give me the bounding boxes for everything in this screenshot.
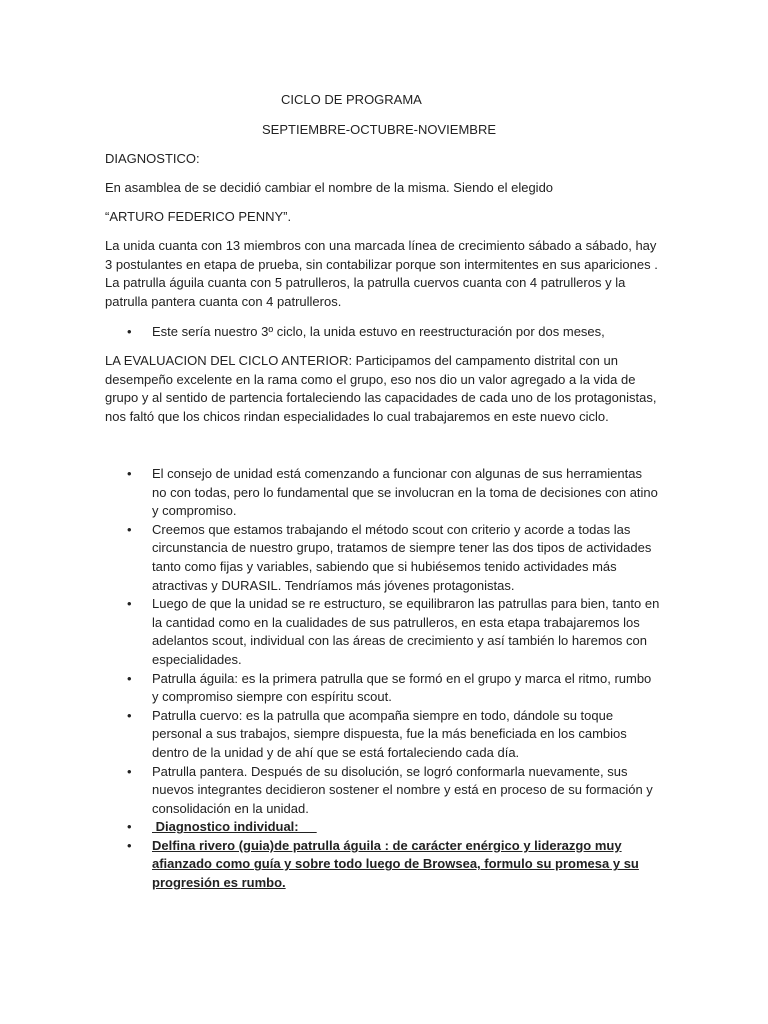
unit-name-paragraph: “ARTURO FEDERICO PENNY”.	[105, 209, 292, 224]
evaluation-paragraph: LA EVALUACION DEL CICLO ANTERIOR: Participamos del campamento distrital con un desempeño excelente en la rama como el grupo, eso nos dio un valor agregado a la vida de grupo y al sentido de partencia fortaleciendo las capacidades de cada uno de los protagonistas, nos faltó que los chicos rindan especialidades lo cual trabajaremos en este nuevo ciclo.	[105, 353, 657, 424]
delfina-diagnosis-text: Delfina rivero (guia)de patrulla águila : de carácter enérgico y liderazgo muy afianzado como guía y sobre todo luego de Browsea, formulo su promesa y su progresión es rumbo.	[152, 837, 639, 891]
list-item	[125, 763, 660, 819]
bullet-icon: •	[127, 670, 132, 686]
list-item-text: Luego de que la unidad se re estructuro, se equilibraron las patrullas para bien, tanto en la cantidad como en la cualidades de sus patrulleros, en esta etapa trabajaremos los adelantos scout, individual con las áreas de crecimiento y así también lo haremos con especialidades.	[152, 596, 660, 667]
list-item-text: Patrulla cuervo: es la patrulla que acompaña siempre en todo, dándole su toque personal a sus trabajos, siempre dispuesta, fue la más beneficiada en los cambios dentro de la unidad y de ahí que se está fortaleciendo cada día.	[152, 707, 627, 760]
bullet-icon: •	[127, 707, 132, 723]
list-item	[125, 707, 660, 763]
document-title: CICLO DE PROGRAMA	[281, 92, 422, 107]
bullet-icon: •	[127, 596, 132, 612]
unit-description-paragraph: La unida cuanta con 13 miembros con una marcada línea de crecimiento sábado a sábado, hay 3 postulantes en etapa de prueba, sin contabilizar porque son intermitentes en sus apariciones . La patrulla águila cuanta con 5 patrulleros, la patrulla cuervos cuanta con 4 patrulleros y la patrulla pantera cuanta con 4 patrulleros.	[105, 238, 658, 309]
bullet-icon: •	[127, 324, 132, 339]
cycle-bullet-list	[125, 323, 660, 342]
bullet-icon: •	[127, 521, 132, 537]
document-subtitle: SEPTIEMBRE-OCTUBRE-NOVIEMBRE	[262, 122, 497, 137]
list-item	[125, 837, 660, 893]
list-item-text: El consejo de unidad está comenzando a funcionar con algunas de sus herramientas no con todas, pero lo fundamental que se involucran en la toma de decisiones con atino y compromiso.	[152, 466, 658, 519]
bullet-icon: •	[127, 466, 132, 481]
list-item	[125, 465, 660, 521]
list-item	[125, 670, 660, 707]
diagnosis-bullet-list	[125, 465, 660, 893]
individual-diagnosis-heading: Diagnostico individual:	[152, 819, 317, 835]
bullet-icon: •	[127, 837, 132, 853]
list-item-text: Patrulla pantera. Después de su disolución, se logró conformarla nuevamente, sus nuevos integrantes decidieron sostener el nombre y está en proceso de su formación y consolidación en la unidad.	[152, 763, 653, 816]
bullet-icon: •	[127, 763, 132, 779]
list-item	[125, 818, 660, 837]
list-item-text: Patrulla águila: es la primera patrulla que se formó en el grupo y marca el ritmo, rumbo y compromiso siempre con espíritu scout.	[152, 670, 652, 705]
list-item-text: Creemos que estamos trabajando el método scout con criterio y acorde a todas las circunstancia de nuestro grupo, tratamos de siempre tener las dos tipos de actividades tanto como fijas y variables, sabiendo que si hubiésemos tenido actividades más atractivas y DURASIL. Tendríamos más jóvenes protagonistas.	[152, 521, 652, 593]
bullet-icon: •	[127, 819, 132, 835]
list-item	[125, 323, 660, 342]
list-item-text: Este sería nuestro 3º ciclo, la unida estuvo en reestructuración por dos meses,	[152, 324, 605, 339]
list-item	[125, 595, 660, 669]
asamblea-paragraph: En asamblea de se decidió cambiar el nombre de la misma. Siendo el elegido	[105, 180, 554, 195]
diagnostico-heading: DIAGNOSTICO:	[105, 151, 200, 166]
list-item	[125, 521, 660, 595]
